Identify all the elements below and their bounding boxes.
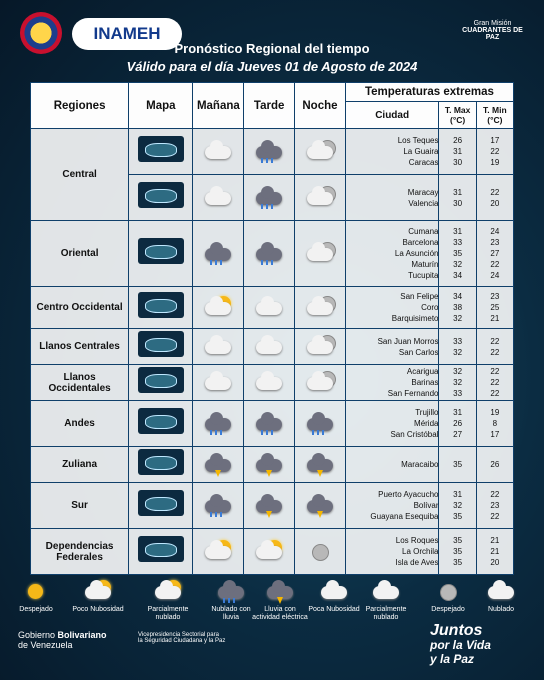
tmax-cell <box>439 529 476 575</box>
tmin-cell <box>476 175 513 221</box>
gobierno-bolivariano-logo <box>18 630 107 650</box>
region-map <box>129 129 193 175</box>
juntos-line-2: por la Vida <box>430 638 491 652</box>
city-tmin: 21 <box>490 314 500 323</box>
forecast-manana <box>193 175 244 221</box>
tmin-cell <box>476 287 513 329</box>
legend-label: Nublado <box>487 606 515 613</box>
region-map <box>129 365 193 401</box>
col-regiones: Regiones <box>31 83 129 129</box>
rain-dark-weather-icon <box>252 186 286 210</box>
moon-weather-icon <box>303 540 337 564</box>
city-name: Valencia <box>408 198 439 208</box>
tmin-cell <box>476 329 513 365</box>
city-name: Los Roques <box>395 536 439 545</box>
gobierno-text-3: de Venezuela <box>18 640 73 650</box>
sun-cloud-weather-icon <box>201 296 235 320</box>
sun-cloud-weather-icon <box>252 540 286 564</box>
forecast-tarde <box>244 447 295 483</box>
storm-weather-icon <box>303 494 337 518</box>
tmax-cell <box>439 175 476 221</box>
city-name: Acarigua <box>406 367 439 376</box>
cloudy-weather-icon <box>252 371 286 395</box>
region-map <box>129 329 193 365</box>
cloudy-weather-icon <box>252 296 286 320</box>
legend-label: Nublado con lluvia <box>211 606 251 621</box>
forecast-manana <box>193 529 244 575</box>
legend-item <box>140 580 196 622</box>
tmax-cell <box>439 287 476 329</box>
tmax-cell <box>439 447 476 483</box>
region-map-icon <box>138 331 184 357</box>
region-row <box>31 447 514 483</box>
legend-item <box>203 580 259 622</box>
city-tmin: 23 <box>490 501 500 510</box>
storm-weather-icon <box>252 494 286 518</box>
gran-mision-line-2: CUADRANTES DE PAZ <box>462 27 523 41</box>
city-tmax: 31 <box>453 147 463 156</box>
page-title: Pronóstico Regional del tiempo <box>174 41 370 56</box>
city-tmin: 21 <box>490 536 500 545</box>
moon-cloud-weather-icon <box>303 186 337 210</box>
forecast-tarde <box>244 221 295 287</box>
tmax-cell <box>439 129 476 175</box>
city-tmin: 22 <box>490 512 500 521</box>
moon-cloud-weather-icon <box>303 140 337 164</box>
city-tmin: 22 <box>490 378 500 387</box>
forecast-noche <box>295 483 346 529</box>
cloudy-weather-icon <box>252 335 286 359</box>
city-tmax: 32 <box>453 367 463 376</box>
forecast-manana <box>193 221 244 287</box>
forecast-tarde <box>244 287 295 329</box>
legend-label: Poca Nubosidad <box>308 606 360 613</box>
region-map-icon <box>138 536 184 562</box>
city-tmax: 32 <box>453 260 463 269</box>
city-tmax: 26 <box>453 419 463 428</box>
city-tmax: 31 <box>453 227 463 236</box>
city-tmax: 26 <box>453 136 463 145</box>
legend-label: Despejado <box>19 606 53 613</box>
city-name: San Carlos <box>398 347 439 357</box>
city-cell <box>345 365 439 401</box>
storm-weather-icon <box>201 453 235 477</box>
city-tmax: 35 <box>453 536 463 545</box>
city-name: Tucupita <box>408 271 439 280</box>
region-map <box>129 447 193 483</box>
forecast-tarde <box>244 329 295 365</box>
city-name: San Juan Morros <box>377 336 439 346</box>
forecast-noche <box>295 529 346 575</box>
forecast-noche <box>295 447 346 483</box>
forecast-noche <box>295 129 346 175</box>
rain-dark-weather-icon <box>214 580 248 604</box>
forecast-manana <box>193 365 244 401</box>
city-name: Mérida <box>414 419 439 428</box>
cloudy-weather-icon <box>369 580 403 604</box>
city-tmin: 27 <box>490 249 500 258</box>
city-tmax: 34 <box>453 271 463 280</box>
city-tmin: 20 <box>490 558 500 567</box>
legend-item <box>358 580 414 622</box>
sun-cloud-weather-icon <box>201 540 235 564</box>
forecast-noche <box>295 287 346 329</box>
forecast-noche <box>295 401 346 447</box>
city-tmin: 22 <box>490 367 500 376</box>
city-tmax: 35 <box>453 249 463 258</box>
legend-label: Poco Nubosidad <box>72 606 124 613</box>
region-map <box>129 287 193 329</box>
region-map-icon <box>138 238 184 264</box>
city-tmax: 30 <box>453 198 463 208</box>
forecast-noche <box>295 175 346 221</box>
forecast-manana <box>193 483 244 529</box>
city-tmax: 32 <box>453 347 463 357</box>
tmax-cell <box>439 221 476 287</box>
rain-dark-weather-icon <box>201 412 235 436</box>
city-tmin: 22 <box>490 347 500 357</box>
city-name: Maracaibo <box>401 460 439 469</box>
city-name: Cumana <box>408 227 439 236</box>
vice-line-1: Vicepresidencia Sectorial para <box>138 632 219 638</box>
city-tmin: 22 <box>490 187 500 197</box>
juntos-line-1: Juntos <box>430 622 483 639</box>
city-tmin: 17 <box>490 136 500 145</box>
region-map <box>129 175 193 221</box>
region-map-icon <box>138 408 184 434</box>
storm-weather-icon <box>303 453 337 477</box>
region-row <box>31 329 514 365</box>
city-cell <box>345 175 439 221</box>
page-subtitle: Válido para el día Jueves 01 de Agosto de 2024 <box>126 59 418 74</box>
region-row <box>31 401 514 447</box>
tmax-cell <box>439 329 476 365</box>
forecast-noche <box>295 329 346 365</box>
city-cell <box>345 483 439 529</box>
legend-label: Despejado <box>431 606 465 613</box>
city-cell <box>345 401 439 447</box>
legend-label: Parcialmente nublado <box>365 606 407 621</box>
region-name: Llanos Occidentales <box>31 365 129 401</box>
sun-weather-icon <box>19 580 53 604</box>
region-row <box>31 129 514 175</box>
rain-dark-weather-icon <box>252 242 286 266</box>
region-map-icon <box>138 490 184 516</box>
region-name: Andes <box>31 401 129 447</box>
sun-cloud-weather-icon <box>81 580 115 604</box>
city-tmin: 20 <box>490 198 500 208</box>
city-tmin: 19 <box>490 158 500 167</box>
forecast-manana <box>193 129 244 175</box>
col-noche: Noche <box>295 83 346 129</box>
city-cell <box>345 129 439 175</box>
tmin-cell <box>476 365 513 401</box>
city-name: Barquisimeto <box>391 314 439 323</box>
tmin-cell <box>476 483 513 529</box>
col-ciudad: Ciudad <box>345 102 439 129</box>
region-name: Oriental <box>31 221 129 287</box>
gobierno-text-1: Gobierno <box>18 630 58 640</box>
city-tmin: 26 <box>490 460 500 469</box>
region-name: Dependencias Federales <box>31 529 129 575</box>
city-name: Barinas <box>411 378 439 387</box>
city-name: Trujillo <box>415 408 439 417</box>
col-manana: Mañana <box>193 83 244 129</box>
city-tmin: 17 <box>490 430 500 439</box>
city-tmin: 22 <box>490 336 500 346</box>
forecast-tarde <box>244 175 295 221</box>
moon-cloud-weather-icon <box>303 296 337 320</box>
city-cell <box>345 529 439 575</box>
region-row <box>31 365 514 401</box>
city-tmax: 35 <box>453 547 463 556</box>
tmin-cell <box>476 401 513 447</box>
forecast-manana <box>193 287 244 329</box>
forecast-manana <box>193 401 244 447</box>
region-map-icon <box>138 182 184 208</box>
city-tmin: 22 <box>490 490 500 499</box>
region-map <box>129 221 193 287</box>
city-tmax: 33 <box>453 389 463 398</box>
region-row <box>31 529 514 575</box>
forecast-tarde <box>244 401 295 447</box>
forecast-tarde <box>244 129 295 175</box>
legend-item <box>252 580 308 622</box>
city-tmax: 33 <box>453 336 463 346</box>
cloudy-weather-icon <box>201 335 235 359</box>
col-tmax: T. Max (°C) <box>439 102 476 129</box>
rain-dark-weather-icon <box>303 412 337 436</box>
city-tmin: 23 <box>490 292 500 301</box>
region-map <box>129 483 193 529</box>
city-cell <box>345 447 439 483</box>
city-name: Maracay <box>407 187 439 197</box>
region-map-icon <box>138 292 184 318</box>
rain-dark-weather-icon <box>201 242 235 266</box>
moon-cloud-weather-icon <box>303 335 337 359</box>
juntos-por-la-vida-logo <box>430 624 491 666</box>
cloudy-weather-icon <box>201 186 235 210</box>
tmin-cell <box>476 529 513 575</box>
gobierno-text-2: Bolivariano <box>57 630 107 640</box>
city-name: San Cristóbal <box>390 430 439 439</box>
legend-item <box>420 580 476 614</box>
region-map-icon <box>138 136 184 162</box>
city-name: Isla de Aves <box>395 558 439 567</box>
storm-weather-icon <box>252 453 286 477</box>
region-name: Sur <box>31 483 129 529</box>
city-cell <box>345 287 439 329</box>
region-name: Llanos Centrales <box>31 329 129 365</box>
tmax-cell <box>439 483 476 529</box>
city-name: Caracas <box>408 158 439 167</box>
forecast-tarde <box>244 529 295 575</box>
vicepresidencia-text <box>138 632 268 644</box>
forecast-manana <box>193 447 244 483</box>
city-name: Barcelona <box>402 238 439 247</box>
city-tmin: 8 <box>492 419 498 428</box>
region-row <box>31 483 514 529</box>
forecast-noche <box>295 365 346 401</box>
city-tmin: 25 <box>490 303 500 312</box>
city-name: La Asunción <box>394 249 439 258</box>
gran-mision-line-1: Gran Misión <box>473 20 512 27</box>
rain-dark-weather-icon <box>201 494 235 518</box>
city-tmax: 32 <box>453 501 463 510</box>
city-tmin: 22 <box>490 260 500 269</box>
city-tmin: 22 <box>490 389 500 398</box>
rain-dark-weather-icon <box>252 140 286 164</box>
city-name: San Fernando <box>387 389 439 398</box>
city-cell <box>345 221 439 287</box>
inameh-logo: INAMEH <box>72 18 182 50</box>
tmax-cell <box>439 365 476 401</box>
city-tmax: 34 <box>453 292 463 301</box>
col-extremas: Temperaturas extremas <box>345 83 513 102</box>
forecast-noche <box>295 221 346 287</box>
moon-cloud-weather-icon <box>303 371 337 395</box>
city-name: Puerto Ayacucho <box>378 490 439 499</box>
region-name: Zuliana <box>31 447 129 483</box>
city-tmin: 23 <box>490 238 500 247</box>
city-name: Coro <box>421 303 439 312</box>
legend-label: Lluvia con actividad eléctrica <box>252 606 308 621</box>
city-name: Los Teques <box>397 136 439 145</box>
city-tmin: 22 <box>490 147 500 156</box>
tmax-cell <box>439 401 476 447</box>
forecast-tarde <box>244 483 295 529</box>
city-name: Guayana Esequiba <box>370 512 439 521</box>
forecast-table <box>30 82 514 575</box>
cloudy-weather-icon <box>317 580 351 604</box>
cloudy-weather-icon <box>201 371 235 395</box>
city-tmax: 27 <box>453 430 463 439</box>
city-tmax: 31 <box>453 490 463 499</box>
forecast-tarde <box>244 365 295 401</box>
moon-cloud-weather-icon <box>303 242 337 266</box>
tmin-cell <box>476 129 513 175</box>
tmin-cell <box>476 447 513 483</box>
city-tmax: 31 <box>453 187 463 197</box>
city-tmax: 31 <box>453 408 463 417</box>
city-tmax: 32 <box>453 314 463 323</box>
moon-weather-icon <box>431 580 465 604</box>
city-name: La Orchila <box>402 547 439 556</box>
region-name: Centro Occidental <box>31 287 129 329</box>
city-tmax: 35 <box>453 460 463 469</box>
col-mapa: Mapa <box>129 83 193 129</box>
rain-dark-weather-icon <box>252 412 286 436</box>
col-tmin: T. Min (°C) <box>476 102 513 129</box>
city-cell <box>345 329 439 365</box>
sun-cloud-weather-icon <box>151 580 185 604</box>
region-map-icon <box>138 449 184 475</box>
col-tarde: Tarde <box>244 83 295 129</box>
city-tmax: 35 <box>453 558 463 567</box>
legend-item <box>306 580 362 614</box>
city-name: La Guaira <box>403 147 439 156</box>
city-tmax: 38 <box>453 303 463 312</box>
city-name: Maturín <box>411 260 439 269</box>
city-tmin: 19 <box>490 408 500 417</box>
city-tmin: 24 <box>490 271 500 280</box>
region-row <box>31 287 514 329</box>
legend-item <box>70 580 126 614</box>
legend-item <box>8 580 64 614</box>
legend-item <box>473 580 529 614</box>
storm-weather-icon <box>263 580 297 604</box>
vice-line-2: la Seguridad Ciudadana y la Paz <box>138 638 226 644</box>
city-tmin: 21 <box>490 547 500 556</box>
region-name: Central <box>31 129 129 221</box>
cloudy-weather-icon <box>484 580 518 604</box>
cloudy-weather-icon <box>201 140 235 164</box>
city-tmax: 30 <box>453 158 463 167</box>
city-tmax: 35 <box>453 512 463 521</box>
tmin-cell <box>476 221 513 287</box>
region-map-icon <box>138 367 184 393</box>
region-map <box>129 529 193 575</box>
city-tmax: 33 <box>453 238 463 247</box>
city-name: Bolívar <box>413 501 439 510</box>
city-tmin: 24 <box>490 227 500 236</box>
region-map <box>129 401 193 447</box>
forecast-manana <box>193 329 244 365</box>
city-tmax: 32 <box>453 378 463 387</box>
region-row <box>31 221 514 287</box>
juntos-line-3: y la Paz <box>430 652 475 666</box>
city-name: San Felipe <box>400 292 439 301</box>
legend-label: Parcialmente nublado <box>147 606 189 621</box>
